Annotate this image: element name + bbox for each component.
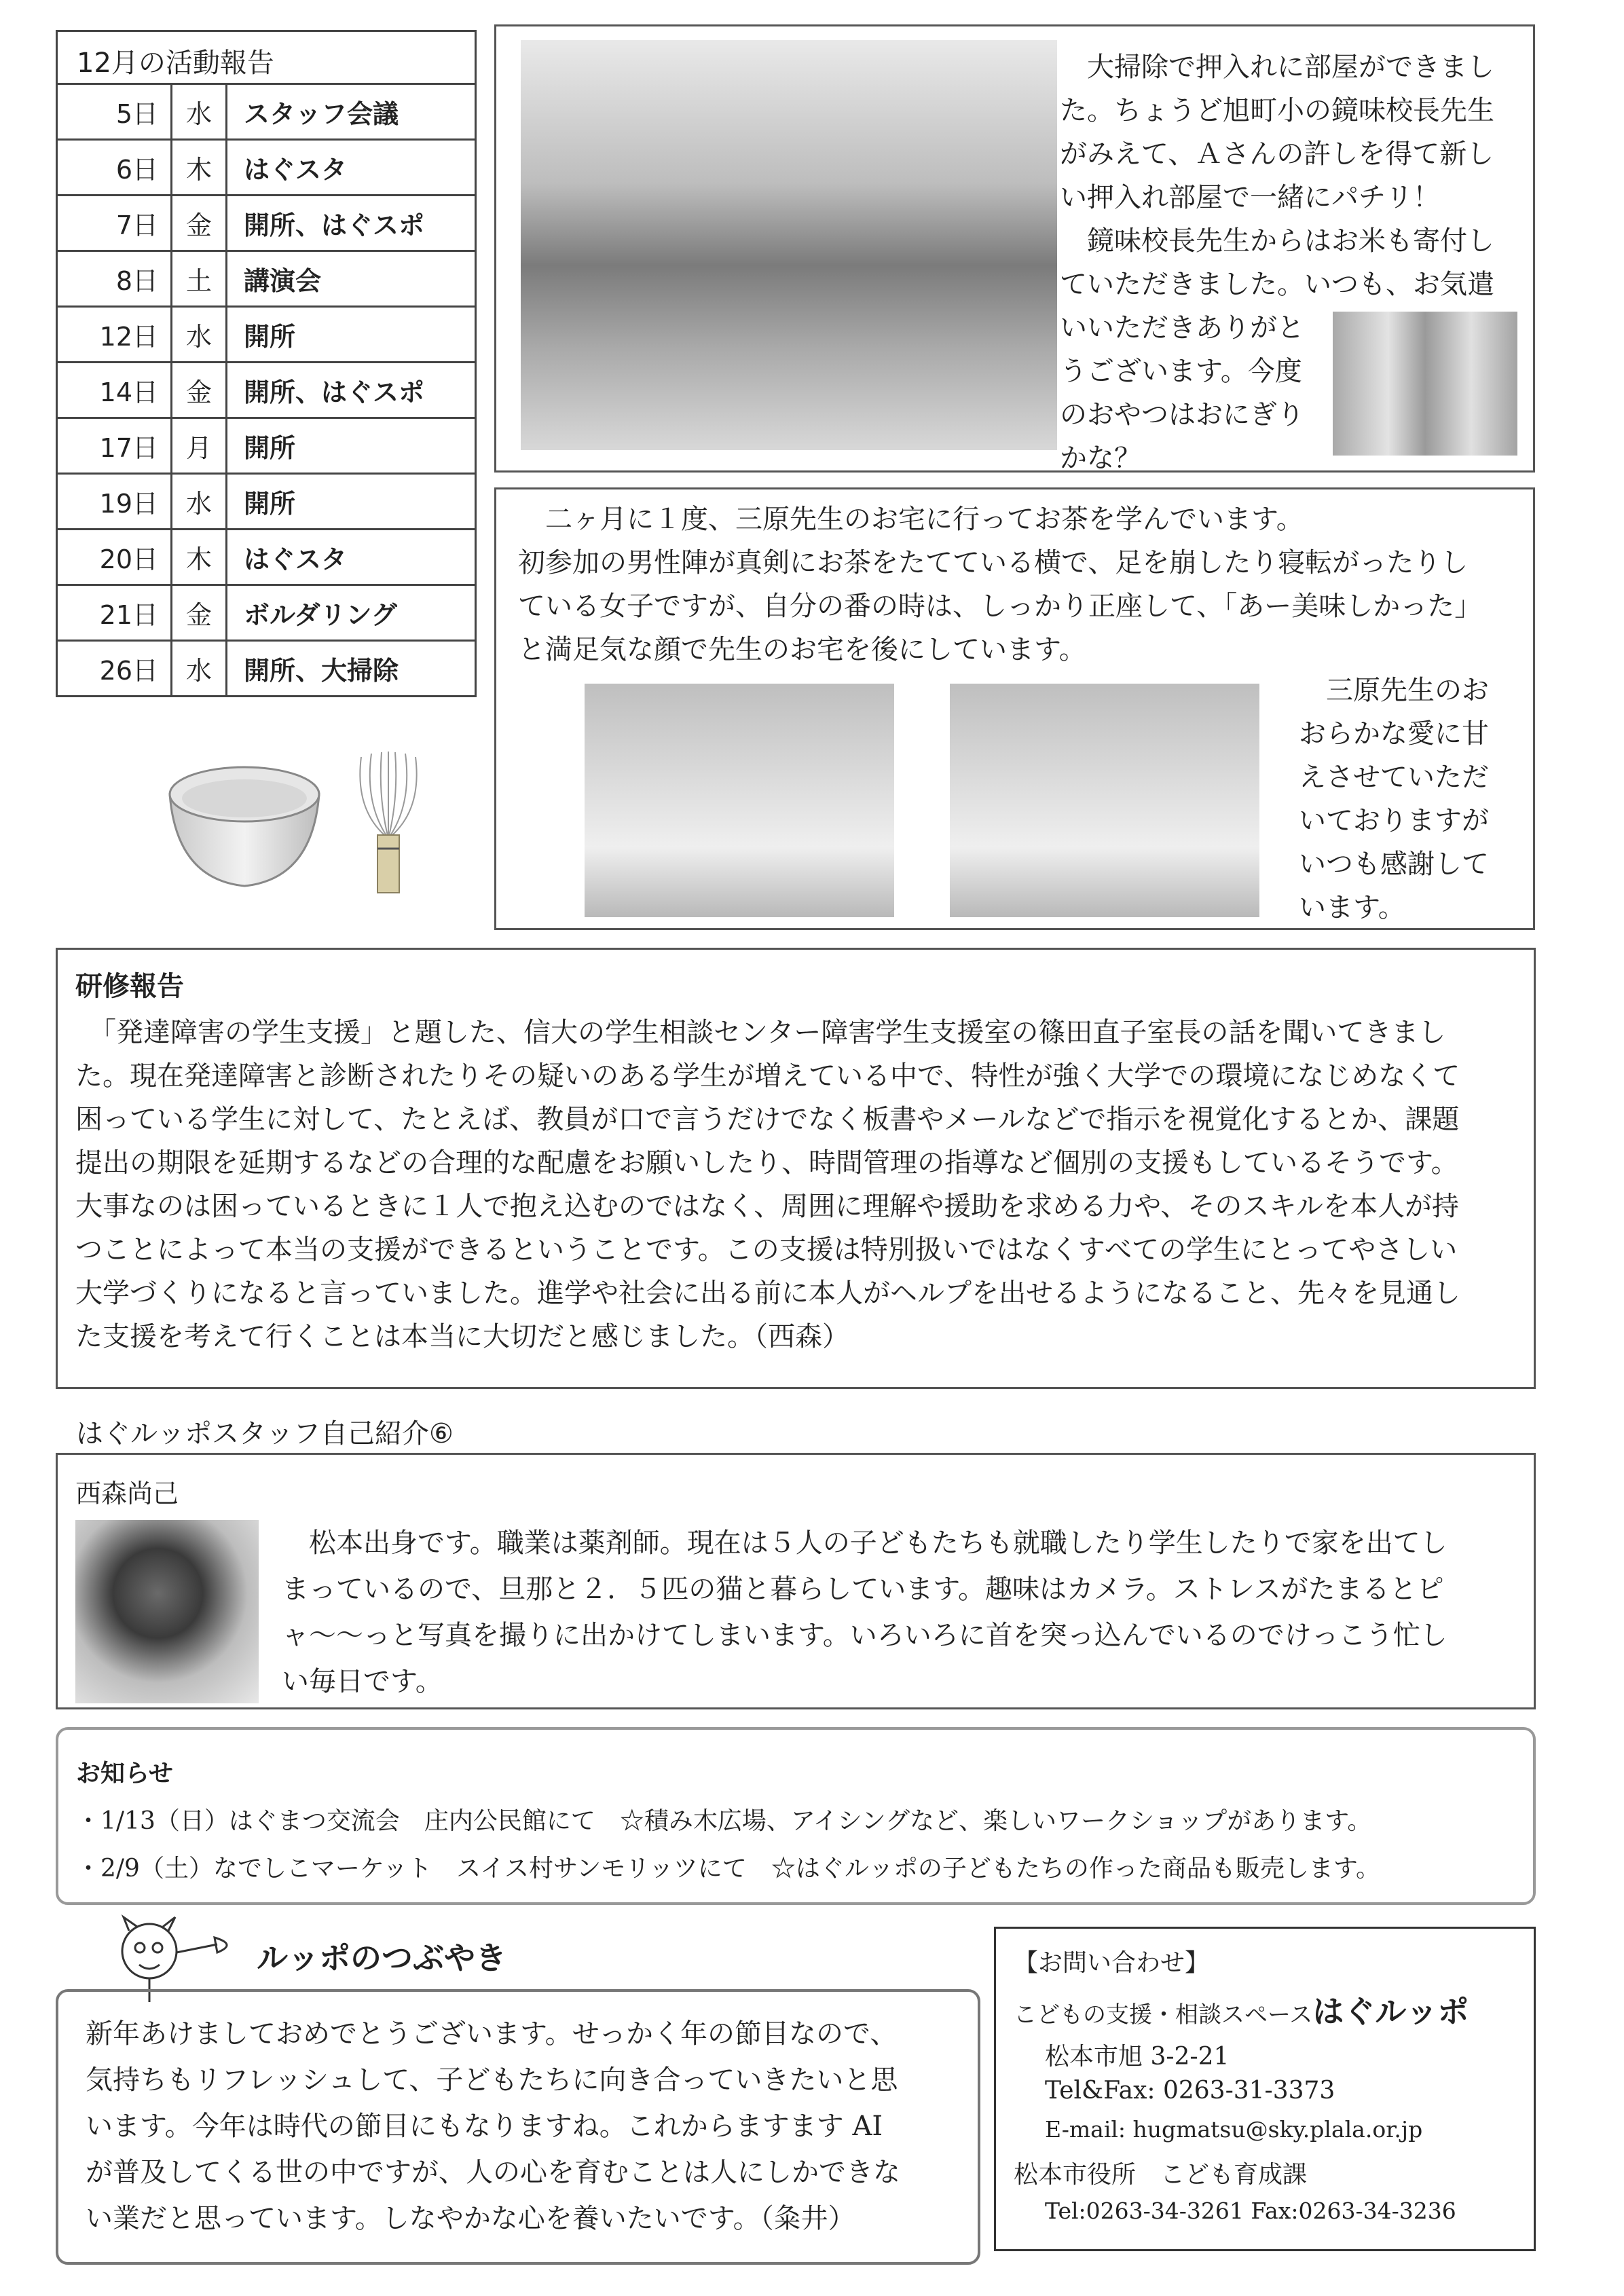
staff-line: い毎日です。 (282, 1666, 443, 1697)
tweet-line: が普及してくる世の中ですが、人の心を育むことは人にしかできな (86, 2157, 900, 2188)
tweet-line: います。今年は時代の節目にもなりますね。これからますます AI (86, 2111, 883, 2142)
notice-item: ・2/9（土）なでしこマーケット スイス村サンモリッツにて ☆はぐルッポの子どもたちの作った商品も販売します。 (76, 1855, 1380, 1883)
activity-date: 12日 (57, 307, 172, 363)
training-heading: 研修報告 (75, 971, 184, 1002)
activity-date: 7日 (57, 196, 172, 251)
cleaning-line: た。ちょうど旭町小の鏡味校長先生 (1060, 95, 1494, 126)
activity-event: 開所 (227, 307, 476, 363)
tea-side-line: います。 (1299, 892, 1405, 923)
tweet-box (56, 1989, 980, 2265)
cleaning-report-box (494, 24, 1535, 473)
activity-row (57, 307, 476, 363)
notice-item: ・1/13（日）はぐまつ交流会 庄内公民館にて ☆積み木広場、アイシングなど、楽しいワークショップがあります。 (76, 1807, 1372, 1835)
activity-weekday: 金 (172, 363, 227, 418)
staff-intro-box (56, 1453, 1536, 1709)
tea-line: ている女子ですが、自分の番の時は、しっかり正座して、「あー美味しかった」 (518, 591, 1482, 622)
activity-event: スタッフ会議 (227, 84, 476, 140)
cleaning-line: いいただきありがと (1060, 312, 1304, 344)
city-office: 松本市役所 こども育成課 (1014, 2161, 1308, 2189)
staff-line: まっているので、旦那と２．５匹の猫と暮らしています。趣味はカメラ。ストレスがたまるとピ (282, 1574, 1444, 1605)
tea-side-text (1299, 669, 1523, 929)
tea-side-line: えさせていただ (1299, 762, 1489, 793)
tea-line: 初参加の男性陣が真剣にお茶をたてている横で、足を崩したり寝転がったりし (518, 547, 1469, 578)
contact-tel: Tel&Fax: 0263-31-3373 (1045, 2077, 1335, 2105)
activity-table (56, 83, 477, 697)
activity-date: 6日 (57, 140, 172, 196)
activity-event: 開所 (227, 474, 476, 530)
training-text (75, 1011, 1528, 1358)
activity-weekday: 水 (172, 641, 227, 697)
tea-side-line: いつも感謝して (1299, 849, 1489, 880)
training-line: つことによって本当の支援ができるということです。この支援は特別扱いではなくすべての学生にとってやさしい (75, 1234, 1458, 1265)
notices-heading: お知らせ (76, 1760, 173, 1788)
activity-weekday: 水 (172, 307, 227, 363)
training-line: 困っている学生に対して、たとえば、教員が口で言うだけでなく板書やメールなどで指示を視覚化するとか、課題 (75, 1104, 1460, 1135)
contact-org-prefix: こどもの支援・相談スペース (1014, 2001, 1313, 2029)
activity-weekday: 金 (172, 196, 227, 251)
contact-email: E-mail: hugmatsu@sky.plala.or.jp (1045, 2116, 1423, 2143)
staff-line: ャ～～っと写真を撮りに出かけてしまいます。いろいろに首を突っ込んでいるのでけっこう忙し (282, 1620, 1447, 1651)
activity-title: 12月の活動報告 (56, 30, 477, 83)
activity-row (57, 585, 476, 641)
staff-heading: はぐルッポスタッフ自己紹介⑥ (76, 1418, 454, 1449)
tea-lesson-photo-1 (585, 684, 894, 917)
cleaning-line: うございます。今度 (1060, 356, 1302, 387)
activity-row (57, 251, 476, 307)
contact-org (1014, 1987, 1469, 2032)
training-report-box (56, 948, 1536, 1389)
activity-event: 開所、はぐスポ (227, 363, 476, 418)
training-line: 大学づくりになると言っていました。進学や社会に出る前に本人がヘルプを出せるようになること、先々を見通し (75, 1278, 1460, 1309)
activity-event: はぐスタ (227, 530, 476, 585)
tea-lesson-photo-2 (950, 684, 1259, 917)
training-line: た支援を考えて行くことは本当に大切だと感じました。（西森） (75, 1321, 849, 1352)
activity-date: 8日 (57, 251, 172, 307)
training-line: た。現在発達障害と診断されたりその疑いのある学生が増えている中で、特性が強く大学での環境になじめなくて (75, 1060, 1460, 1092)
activity-row (57, 530, 476, 585)
staff-line: 松本出身です。職業は薬剤師。現在は５人の子どもたちも就職したり学生したりで家を出てし (282, 1527, 1447, 1559)
cleaning-line: ていただきました。いつも、お気遣 (1060, 269, 1494, 300)
activity-event: 講演会 (227, 251, 476, 307)
tweet-heading: ルッポのつぶやき (257, 1940, 506, 1976)
activity-event: 開所、大掃除 (227, 641, 476, 697)
activity-event: ボルダリング (227, 585, 476, 641)
activity-weekday: 土 (172, 251, 227, 307)
contact-org-name: はぐルッポ (1312, 1993, 1469, 2030)
tea-whisk-icon (348, 750, 429, 896)
activity-row (57, 363, 476, 418)
tweet-line: 気持ちもリフレッシュして、子どもたちに向き合っていきたいと思 (86, 2064, 898, 2096)
tea-line: 二ヶ月に１度、三原先生のお宅に行ってお茶を学んでいます。 (518, 504, 1304, 535)
cleaning-line: い押入れ部屋で一緒にパチリ！ (1060, 182, 1440, 213)
tweet-line: 新年あけましておめでとうございます。せっかく年の節目なので、 (86, 2018, 898, 2050)
activity-row (57, 196, 476, 251)
activity-event: はぐスタ (227, 140, 476, 196)
tea-text (518, 498, 1523, 671)
activity-date: 26日 (57, 641, 172, 697)
notices-list (76, 1798, 1522, 1893)
cleaning-line: 大掃除で押入れに部屋ができまし (1060, 52, 1494, 83)
staff-portrait-photo (75, 1520, 259, 1703)
cleaning-line: 鏡味校長先生からはお米も寄付し (1060, 225, 1494, 257)
closet-room-photo (521, 40, 1057, 450)
cleaning-line: のおやつはおにぎり (1060, 399, 1304, 430)
tea-side-line: おらかな愛に甘 (1299, 718, 1489, 749)
activity-weekday: 月 (172, 418, 227, 474)
activity-weekday: 木 (172, 530, 227, 585)
activity-date: 19日 (57, 474, 172, 530)
tea-side-line: 三原先生のお (1299, 675, 1489, 706)
training-line: 大事なのは困っているときに１人で抱え込むのではなく、周囲に理解や援助を求める力や、そのスキルを本人が持 (75, 1191, 1459, 1222)
tweet-text (86, 2011, 968, 2242)
contact-box (994, 1927, 1536, 2251)
activity-date: 20日 (57, 530, 172, 585)
activity-row (57, 474, 476, 530)
activity-weekday: 金 (172, 585, 227, 641)
city-tel: Tel:0263-34-3261 Fax:0263-34-3236 (1045, 2198, 1456, 2224)
cleaning-text (1060, 45, 1528, 480)
activity-date: 17日 (57, 418, 172, 474)
tea-line: と満足気な顔で先生のお宅を後にしています。 (518, 634, 1086, 665)
activity-weekday: 水 (172, 474, 227, 530)
tea-bowl-icon (163, 754, 326, 896)
activity-row (57, 140, 476, 196)
tweet-line: い業だと思っています。しなやかな心を養いたいです。（粂井） (86, 2203, 855, 2234)
activity-row (57, 641, 476, 697)
activity-row (57, 84, 476, 140)
cleaning-line: かな？ (1060, 443, 1141, 474)
activity-weekday: 水 (172, 84, 227, 140)
tea-report-box (494, 487, 1535, 930)
activity-event: 開所 (227, 418, 476, 474)
cleaning-line: がみえて、Ａさんの許しを得て新し (1060, 138, 1494, 170)
activity-event: 開所、はぐスポ (227, 196, 476, 251)
training-line: 「発達障害の学生支援」と題した、信大の学生相談センター障害学生支援室の篠田直子室長の話を聞いてきまし (75, 1017, 1446, 1048)
activity-row (57, 418, 476, 474)
activity-date: 5日 (57, 84, 172, 140)
notices-box (56, 1727, 1536, 1905)
activity-weekday: 木 (172, 140, 227, 196)
staff-text (282, 1520, 1531, 1705)
staff-name: 西森尚己 (75, 1479, 179, 1508)
contact-address: 松本市旭 3-2-21 (1045, 2043, 1230, 2071)
training-line: 提出の期限を延期するなどの合理的な配慮をお願いしたり、時間管理の指導など個別の支援もしているそうです。 (75, 1147, 1458, 1179)
contact-heading: 【お問い合わせ】 (1014, 1949, 1210, 1977)
tea-side-line: いておりますが (1299, 805, 1489, 836)
activity-date: 21日 (57, 585, 172, 641)
activity-date: 14日 (57, 363, 172, 418)
